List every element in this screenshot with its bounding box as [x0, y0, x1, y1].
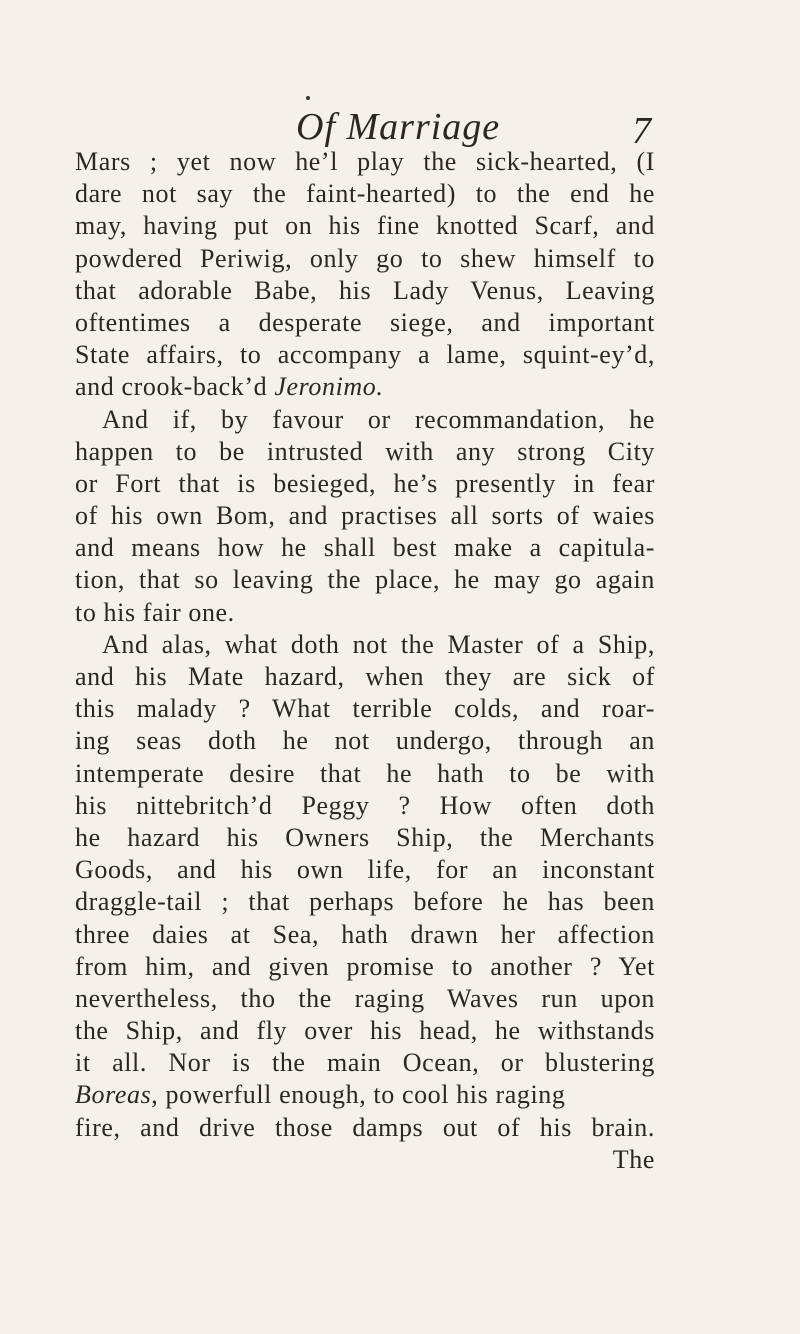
text-line: the Ship, and fly over his head, he withstands: [75, 1016, 655, 1046]
text-line: State affairs, to accompany a lame, squint-ey’d,: [75, 340, 655, 370]
text-line: from him, and given promise to another ? Yet: [75, 951, 655, 981]
text-line: happen to be intrusted with any strong City: [75, 436, 655, 466]
italic-name: Jeronimo.: [274, 372, 384, 402]
page-number: 7: [632, 110, 651, 152]
printer-mark: [306, 96, 310, 100]
text-line: or Fort that is besieged, he’s presently in fear: [75, 468, 655, 498]
body-text: [75, 146, 655, 1176]
text-line: powdered Periwig, only go to shew himself to: [75, 243, 655, 273]
italic-name: Boreas: [75, 1080, 152, 1110]
text-line: nevertheless, tho the raging Waves run upon: [75, 983, 655, 1013]
text-line: [75, 1079, 655, 1111]
text-line: and his Mate hazard, when they are sick of: [75, 662, 655, 691]
text-line: [75, 371, 655, 403]
text-run: and crook-back’d: [75, 372, 275, 402]
text-line: and means how he shall best make a capitula-: [75, 533, 655, 563]
text-line: intemperate desire that he hath to be with: [75, 758, 655, 788]
catchword: The: [612, 1144, 655, 1174]
text-line: ing seas doth he not undergo, through an: [75, 726, 655, 756]
text-line: tion, that so leaving the place, he may go again: [75, 565, 655, 595]
text-line: of his own Bom, and practises all sorts of waies: [75, 501, 655, 531]
text-run: , powerfull enough, to cool his raging: [151, 1080, 566, 1110]
text-line: dare not say the faint-hearted) to the end he: [75, 179, 655, 209]
text-line: Goods, and his own life, for an inconstant: [75, 855, 655, 885]
text-line: three daies at Sea, hath drawn her affection: [75, 919, 655, 949]
text-line: Mars ; yet now he’l play the sick-hearted, (I: [75, 147, 655, 176]
text-line: he hazard his Owners Ship, the Merchants: [75, 822, 655, 852]
running-title: Of Marriage: [296, 106, 501, 148]
text-line: And alas, what doth not the Master of a Ship,: [102, 629, 655, 659]
text-line: draggle-tail ; that perhaps before he has been: [75, 887, 655, 917]
text-line: fire, and drive those damps out of his brain.: [75, 1112, 655, 1142]
text-line: And if, by favour or recommandation, he: [102, 404, 655, 434]
text-line: his nittebritch’d Peggy ? How often doth: [75, 790, 655, 820]
running-head: [0, 102, 800, 152]
text-line: that adorable Babe, his Lady Venus, Leaving: [75, 275, 655, 305]
text-line: this malady ? What terrible colds, and roar-: [75, 694, 655, 724]
text-line: may, having put on his fine knotted Scarf, and: [75, 211, 655, 241]
text-line: it all. Nor is the main Ocean, or blustering: [75, 1048, 655, 1078]
text-line: oftentimes a desperate siege, and important: [75, 307, 655, 337]
text-line: to his fair one.: [75, 597, 235, 627]
